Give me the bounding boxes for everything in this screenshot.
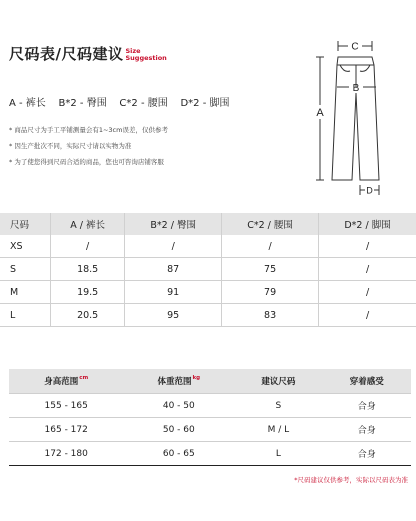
table-row [0,304,416,327]
table-cell: 91 [125,281,222,304]
table-cell: 合身 [323,394,411,418]
table-row [0,235,416,258]
label-d: D [366,185,373,195]
table-cell: 79 [222,281,319,304]
table-cell: / [319,304,416,327]
header-cell-fit: 穿着感受 [323,369,411,394]
subtitle-line-2: Suggestion [125,54,167,62]
footnote: *尺码建议仅供参考，实际以尺码表为准 [294,476,408,484]
table-cell: 20.5 [51,304,125,327]
label-b: B [352,83,360,94]
header-cell: D*2 / 脚围 [319,213,416,235]
table-cell: / [125,235,222,258]
recommendation-table-header [9,369,411,394]
label-a: A [316,107,324,119]
header-cell: A / 裤长 [51,213,125,235]
table-cell: 172 - 180 [9,442,123,466]
table-cell: 40 - 50 [123,394,234,418]
table-cell: XS [0,235,51,258]
header-cell: B*2 / 臀围 [125,213,222,235]
table-cell: / [319,258,416,281]
header-cell-size: 建议尺码 [234,369,322,394]
table-cell: 155 - 165 [9,394,123,418]
table-cell: 合身 [323,442,411,466]
table-row [9,418,411,442]
table-cell: 合身 [323,418,411,442]
table-cell: 18.5 [51,258,125,281]
page-title [9,43,167,64]
table-cell: 19.5 [51,281,125,304]
table-cell: 165 - 172 [9,418,123,442]
header-cell-weight: 体重范围$^{kg}$ [123,369,234,394]
table-cell: / [319,235,416,258]
table-cell: 95 [125,304,222,327]
header-cell: C*2 / 腰围 [222,213,319,235]
table-cell: S [234,394,322,418]
recommendation-table [9,369,411,466]
table-cell: M [0,281,51,304]
size-table-header [0,213,416,235]
title-text: 尺码表/尺码建议 [9,45,124,63]
table-cell: 60 - 65 [123,442,234,466]
table-cell: / [51,235,125,258]
table-cell: M / L [234,418,322,442]
measurement-legend: A - 裤长 B*2 - 臀围 C*2 - 腰围 D*2 - 脚围 [9,98,230,109]
table-row [9,442,411,466]
table-cell: 87 [125,258,222,281]
table-cell: / [319,281,416,304]
subtitle-line-1: Size [125,47,141,55]
header-cell-height: 身高范围$^{cm}$ [9,369,123,394]
table-cell: L [0,304,51,327]
label-c: C [351,41,359,53]
notes [9,122,168,170]
height-unit: cm [79,375,89,381]
table-row [9,394,411,418]
table-row [0,258,416,281]
table-cell: / [222,235,319,258]
note-item: * 商品尺寸为手工平铺测量会有1~3cm误差，仅供参考 [9,126,168,134]
title-subtitle [125,48,166,64]
weight-unit: kg [192,375,201,381]
table-cell: L [234,442,322,466]
header-cell: 尺码 [0,213,51,235]
table-cell: S [0,258,51,281]
table-row [0,281,416,304]
table-cell: 83 [222,304,319,327]
note-item: * 因生产批次不同，实际尺寸请以实物为准 [9,142,132,150]
size-table [0,213,416,327]
note-item: * 为了使您得到尺码合适的商品，您也可咨询店铺客服 [9,158,164,166]
pants-diagram [310,35,410,195]
table-cell: 75 [222,258,319,281]
table-cell: 50 - 60 [123,418,234,442]
